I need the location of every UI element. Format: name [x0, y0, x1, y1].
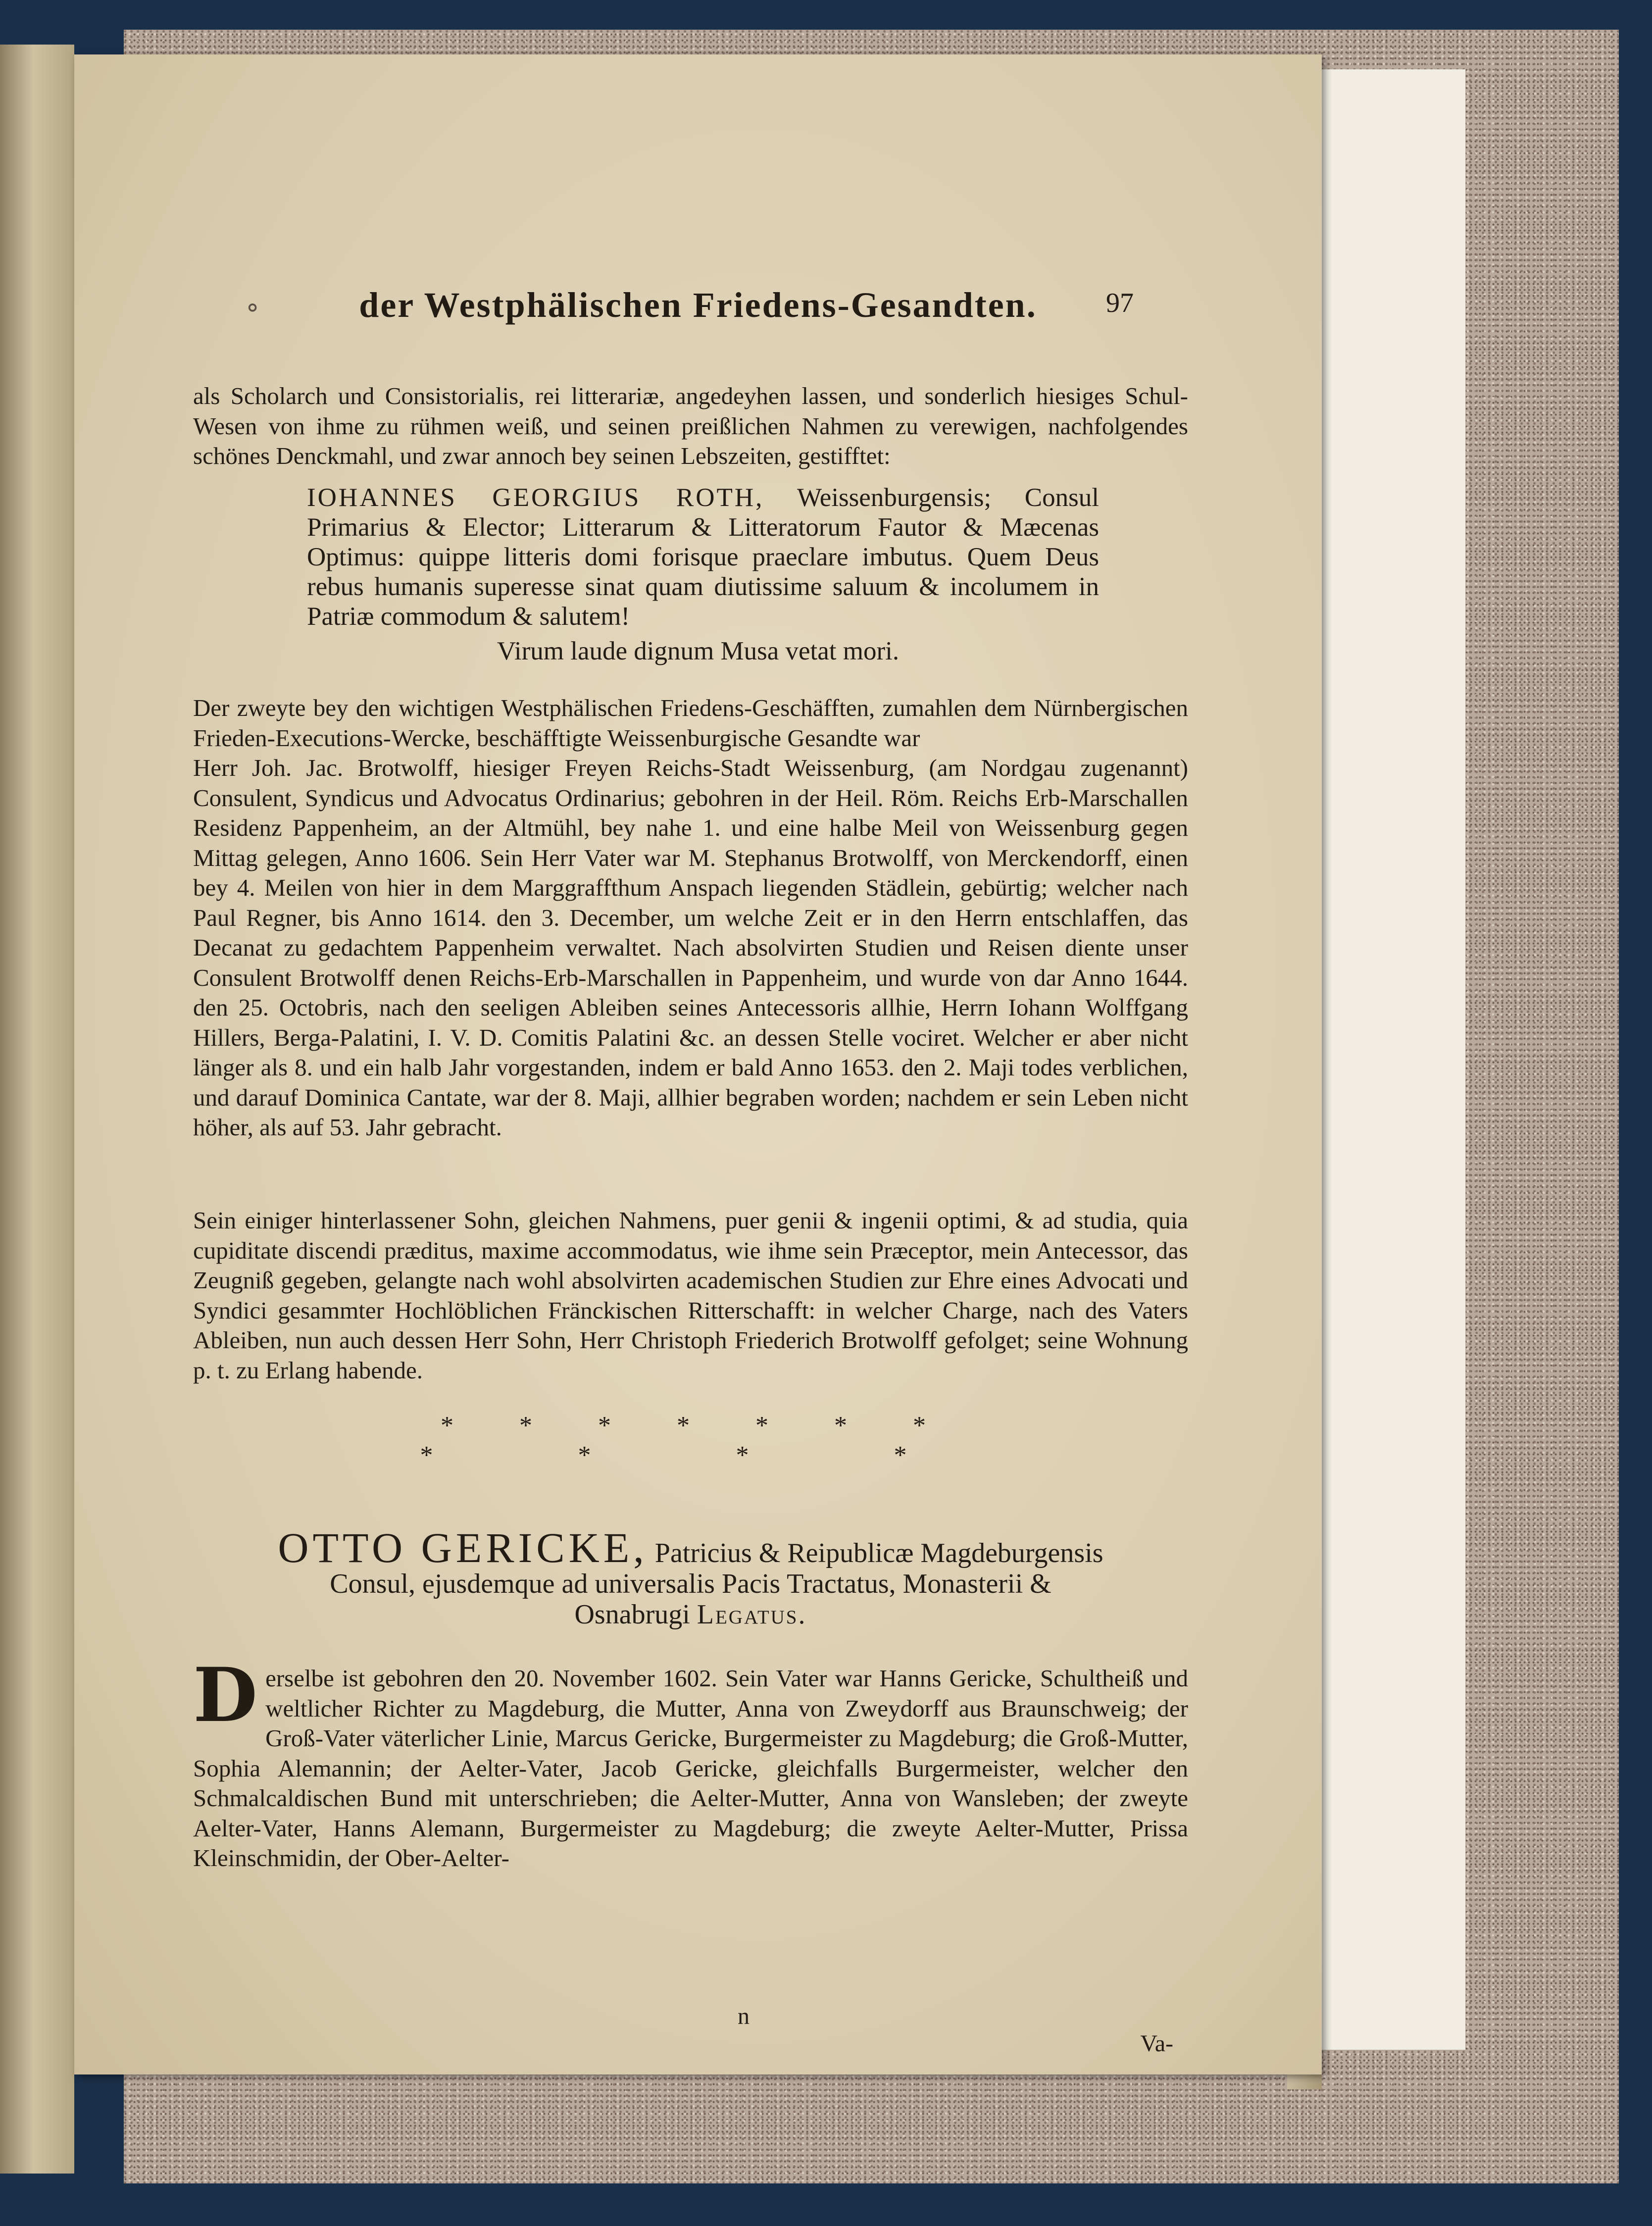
- asterisk-divider-2: * * * *: [420, 1441, 976, 1469]
- page-header: [74, 285, 1322, 339]
- catchword: Va-: [1140, 2030, 1173, 2057]
- paragraph-second-envoy: Der zweyte bey den wichtigen Westphälischen Friedens-Geschäfften, zumahlen dem Nürnbergischen Frieden-Executions-Wercke, beschäfftigte Weissenburgische Gesandte war: [193, 694, 1188, 752]
- paragraph-brotwolff-bio: Herr Joh. Jac. Brotwolff, hiesiger Freyen Reichs-Stadt Weissenburg, (am Nordgau zugenannt) Consulent, Syndicus und Advocatus Ordinarius; gebohren in der Heil. Röm. Reichs Erb-Marschallen Residenz Pappenheim, an der Altmühl, bey nahe 1. und eine halbe Meil von Weissenburg gegen Mittag gelegen, Anno 1606. Sein Herr Vater war M. Stephanus Brotwolff, von Merckendorff, einen bey 4. Meilen von hier in dem Marggraffthum Anspach liegenden Städlein, gebürtig; welcher nach Paul Regner, bis Anno 1614. den 3. December, um welche Zeit er in den Herrn entschlaffen, das Decanat zu gedachtem Pappenheim verwaltet. Nach absolvirten Studien und Reisen diente unser Consulent Brotwolff denen Reichs-Erb-Marschallen in Pappenheim, und wurde von dar Anno 1644. den 25. Octobris, nach den seeligen Ableiben seines Antecessoris allhie, Herrn Iohann Wolffgang Hillers, Berga-Palatini, I. V. D. Comitis Palatini &c. an dessen Stelle vociret. Welcher er aber nicht länger als 8. und ein halb Jahr vorgestanden, indem er bald Anno 1653. den 2. Maji todes verblichen, und darauf Dominica Cantate, war der 8. Maji, allhier begraben worden; nachdem er sein Leben nicht höher, als auf 53. Jahr gebracht.: [193, 754, 1188, 1141]
- signature-mark: n: [738, 2003, 750, 2029]
- paragraph-gericke-text: erselbe ist gebohren den 20. November 1602. Sein Vater war Hanns Gericke, Schultheiß und weltlicher Richter zu Magdeburg, die Mutter, Anna von Zweydorff aus Braunschweig; der Groß-Vater väterlicher Linie, Marcus Gericke, Burgermeister zu Magdeburg; die Groß-Mutter, Sophia Alemannin; der Aelter-Vater, Jacob Gericke, gleichfalls Burgermeister, welcher den Schmalcaldischen Bund mit unterschrieben; die Aelter-Mutter, Anna von Wansleben; der zweyte Aelter-Vater, Hanns Alemann, Burgermeister zu Magdeburg; die zweyte Aelter-Mutter, Prissa Kleinschmidin, der Ober-Aelter-: [193, 1665, 1188, 1872]
- paragraph-son: Sein einiger hinterlassener Sohn, gleichen Nahmens, puer genii & ingenii optimi, & ad studia, quia cupiditate discendi præditus, maxime accommodatus, wie ihme sein Præceptor, mein Antecessor, das Zeugniß gegeben, gelangte nach wohl absolvirten academischen Studien zur Ehre eines Advocati und Syndici gesammter Hochlöblichen Fränckischen Ritterschafft: in welcher Charge, nach des Vaters Ableiben, nun auch dessen Herr Sohn, Herr Christoph Friederich Brotwolff gefolget; seine Wohnung p. t. zu Erlang habende.: [193, 1207, 1188, 1384]
- left-page-edge: [0, 45, 74, 2174]
- epitaph-motto: Virum laude dignum Musa vetat mori.: [497, 637, 900, 665]
- paper-strip: [1317, 69, 1465, 2050]
- running-title: der Westphälischen Friedens-Gesandten.: [359, 285, 1037, 325]
- section-title-line3: Osnabrugi: [574, 1599, 690, 1630]
- bullet-icon: ⚬: [243, 296, 263, 322]
- section-name: OTTO GERICKE,: [278, 1524, 648, 1571]
- paragraph-brotwolff: [193, 693, 1188, 1143]
- paragraph-gericke: [193, 1652, 1188, 1873]
- page-number: 97: [1106, 288, 1134, 318]
- asterisk-divider: * * * * * * *: [441, 1412, 955, 1440]
- section-title-line2: Consul, ejusdemque ad universalis Pacis Tractatus, Monasterii &: [330, 1568, 1051, 1599]
- section-heading-gericke: [193, 1524, 1188, 1630]
- epitaph-inscription: [307, 483, 1099, 631]
- epitaph-text: Weissenburgensis; Consul Primarius & Elector; Litterarum & Litteratorum Fautor & Mæcenas Optimus: quippe litteris domi forisque praeclare imbutus. Quem Deus rebus humanis superesse sinat quam diutissime saluum & incolumem in Patriæ commodum & salutem!: [307, 483, 1099, 631]
- drop-cap: D: [193, 1652, 258, 1739]
- book-page: [74, 54, 1322, 2074]
- section-title-legatus: Legatus.: [697, 1599, 807, 1630]
- epitaph-name: IOHANNES GEORGIUS ROTH,: [307, 483, 764, 512]
- paragraph-intro: als Scholarch und Consistorialis, rei litterariæ, angedeyhen lassen, und sonderlich hiesiges Schul-Wesen von ihme zu rühmen weiß, und seinen preißlichen Nahmen zu verewigen, nachfolgendes schönes Denckmahl, und zwar annoch bey seinen Lebszeiten, gestifftet:: [193, 382, 1188, 469]
- section-title-line1: Patricius & Reipublicæ Magdeburgensis: [654, 1538, 1103, 1568]
